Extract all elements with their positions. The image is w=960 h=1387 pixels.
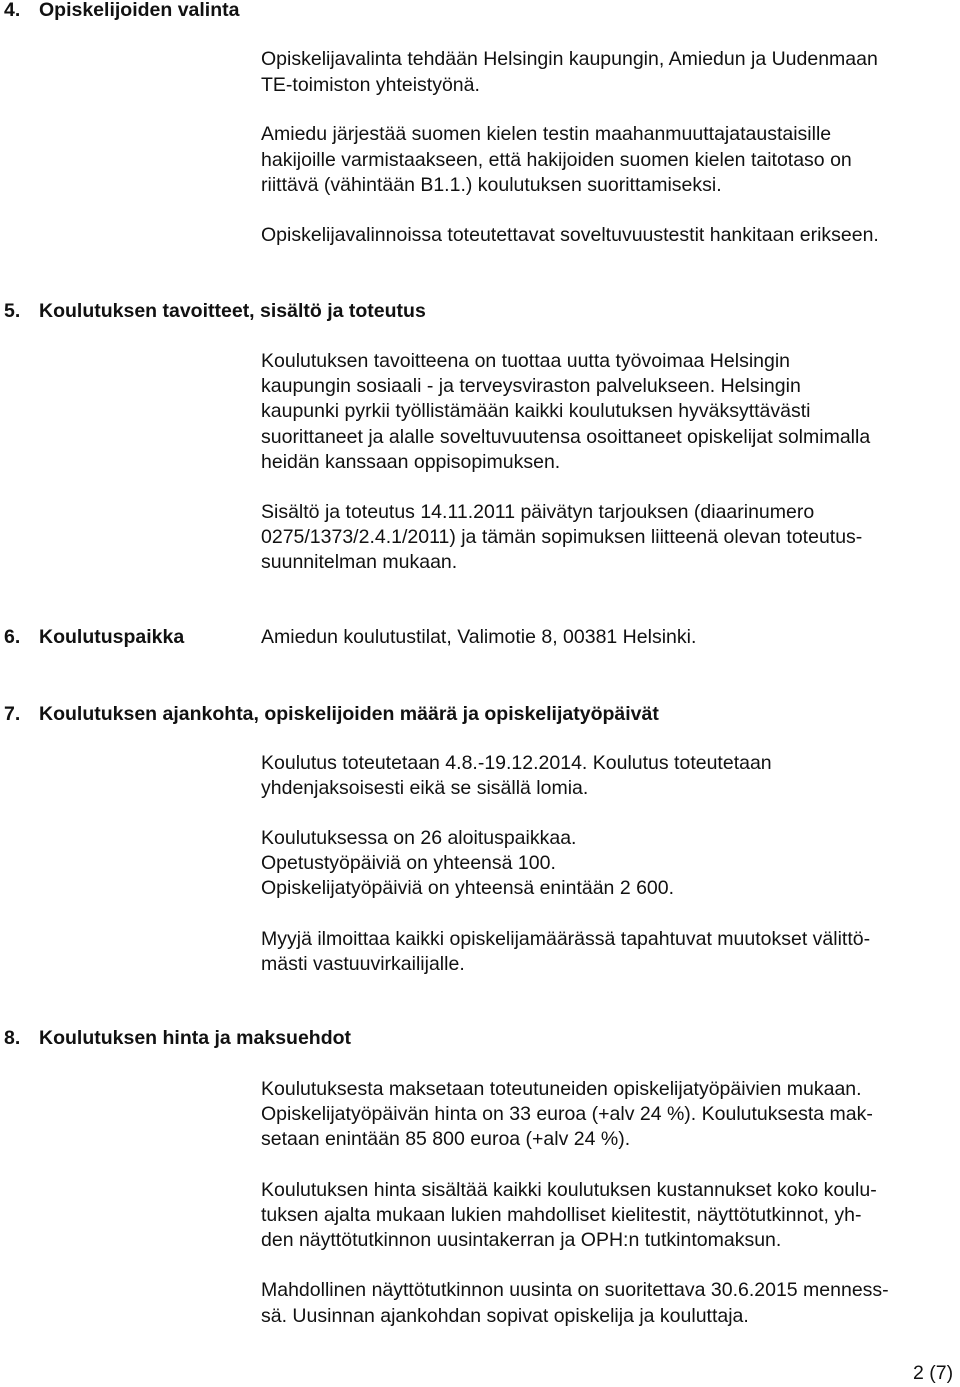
section-8-line: sä. Uusinnan ajankohdan sopivat opiskelija ja kouluttaja. (261, 1305, 749, 1327)
section-8-line: Koulutuksesta maksetaan toteutuneiden opiskelijatyöpäivien mukaan. (261, 1078, 862, 1100)
section-4-line: hakijoille varmistaakseen, että hakijoiden suomen kielen taitotaso on (261, 149, 852, 171)
section-7-line: Myyjä ilmoittaa kaikki opiskelijamäärässä tapahtuvat muutokset välittö- (261, 928, 871, 950)
section-8-line: setaan enintään 85 800 euroa (+alv 24 %). (261, 1128, 631, 1150)
section-7-line: yhdenjaksoisesti eikä se sisällä lomia. (261, 777, 589, 799)
section-5-line: Koulutuksen tavoitteena on tuottaa uutta työvoimaa Helsingin (261, 350, 791, 372)
section-5-title: Koulutuksen tavoitteet, sisältö ja toteutus (39, 300, 426, 322)
section-7-line: mästi vastuuvirkailijalle. (261, 953, 465, 975)
section-7-line: Opetustyöpäiviä on yhteensä 100. (261, 852, 556, 874)
section-7-line: Koulutuksessa on 26 aloituspaikkaa. (261, 827, 577, 849)
section-4-line: Opiskelijavalinnoissa toteutettavat soveltuvuustestit hankitaan erikseen. (261, 224, 879, 246)
section-4-number: 4. (4, 0, 21, 21)
section-8-line: den näyttötutkinnon uusintakerran ja OPH:n tutkintomaksun. (261, 1229, 782, 1251)
section-8-line: tuksen ajalta mukaan lukien mahdolliset kielitestit, näyttötutkinnot, yh- (261, 1204, 862, 1226)
section-5-line: kaupungin sosiaali - ja terveysviraston palvelukseen. Helsingin (261, 375, 801, 397)
section-5-line: suorittaneet ja alalle soveltuvuutensa osoittaneet opiskelijat solmimalla (261, 426, 871, 448)
section-5-line: suunnitelman mukaan. (261, 551, 458, 573)
section-4-line: Amiedu järjestää suomen kielen testin maahanmuuttajataustaisille (261, 123, 832, 145)
section-4-title: Opiskelijoiden valinta (39, 0, 240, 21)
section-8-line: Koulutuksen hinta sisältää kaikki koulutuksen kustannukset koko koulu- (261, 1179, 877, 1201)
section-4-line: riittävä (vähintään B1.1.) koulutuksen suorittamiseksi. (261, 174, 722, 196)
section-5-line: kaupunki pyrkii työllistämään kaikki koulutuksen hyväksyttävästi (261, 400, 811, 422)
section-5-line: 0275/1373/2.4.1/2011) ja tämän sopimuksen liitteenä olevan toteutus- (261, 526, 863, 548)
section-8-number: 8. (4, 1027, 21, 1049)
section-7-title: Koulutuksen ajankohta, opiskelijoiden määrä ja opiskelijatyöpäivät (39, 703, 659, 725)
section-5-number: 5. (4, 300, 21, 322)
section-8-line: Mahdollinen näyttötutkinnon uusinta on suoritettava 30.6.2015 menness- (261, 1279, 889, 1301)
section-4-line: TE-toimiston yhteistyönä. (261, 74, 480, 96)
section-6-text: Amiedun koulutustilat, Valimotie 8, 00381 Helsinki. (261, 626, 697, 648)
section-7-line: Opiskelijatyöpäiviä on yhteensä enintään 2 600. (261, 877, 675, 899)
section-8-title: Koulutuksen hinta ja maksuehdot (39, 1027, 352, 1049)
section-7-line: Koulutus toteutetaan 4.8.-19.12.2014. Koulutus toteutetaan (261, 752, 772, 774)
section-8-line: Opiskelijatyöpäivän hinta on 33 euroa (+alv 24 %). Koulutuksesta mak- (261, 1103, 873, 1125)
section-5-line: Sisältö ja toteutus 14.11.2011 päivätyn tarjouksen (diaarinumero (261, 501, 815, 523)
section-5-line: heidän kanssaan oppisopimuksen. (261, 451, 561, 473)
section-6-number: 6. (4, 626, 21, 648)
section-6-title: Koulutuspaikka (39, 626, 185, 648)
page-number: 2 (7) (913, 1362, 954, 1384)
section-4-line: Opiskelijavalinta tehdään Helsingin kaupungin, Amiedun ja Uudenmaan (261, 48, 878, 70)
section-7-number: 7. (4, 703, 21, 725)
